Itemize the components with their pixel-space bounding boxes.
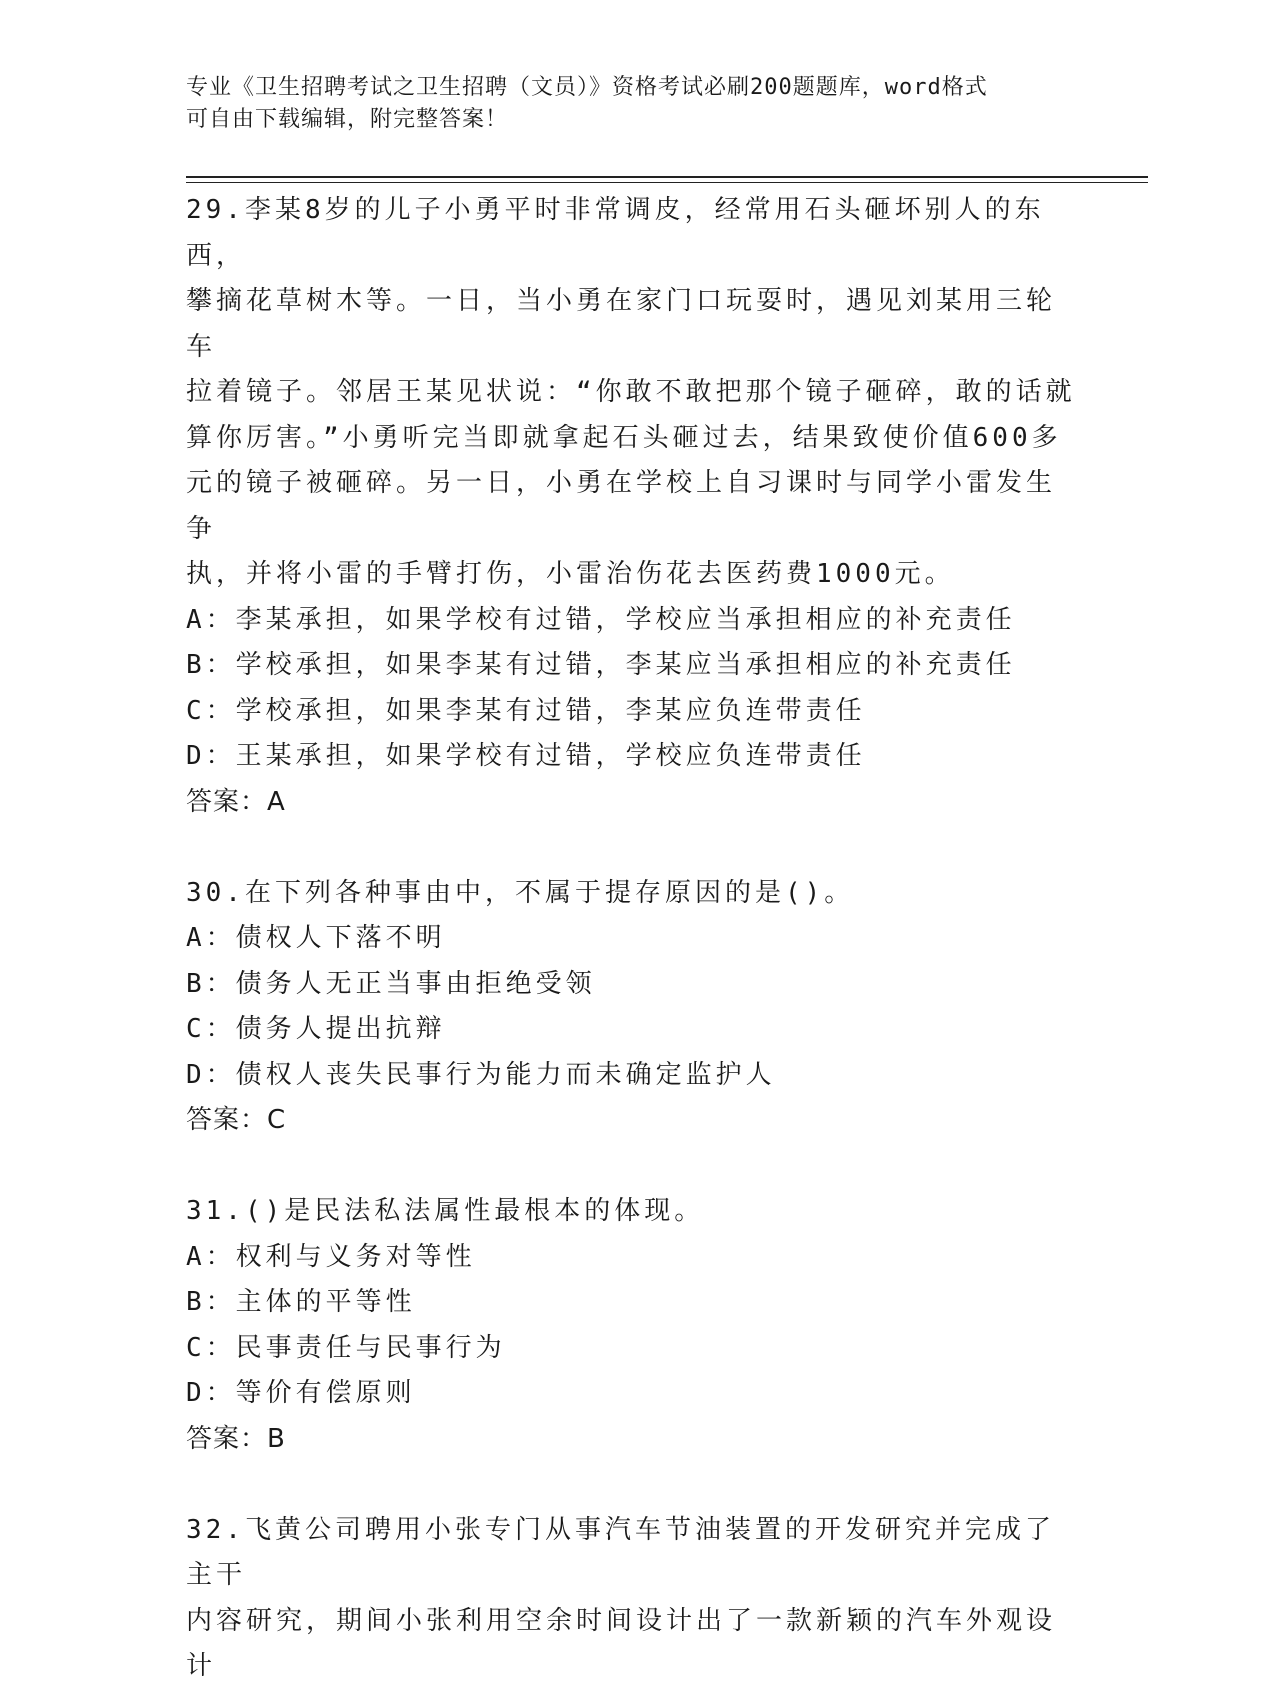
header-line-2: 可自由下载编辑，附完整答案！	[186, 107, 509, 132]
stem-line: 29.李某8岁的儿子小勇平时非常调皮，经常用石头砸坏别人的东西，	[186, 195, 1045, 271]
question-30	[186, 871, 1076, 1144]
answer-line: 答案：B	[186, 1423, 286, 1454]
stem-line: 内容研究，期间小张利用空余时间设计出了一款新颖的汽车外观设计	[186, 1605, 1057, 1681]
question-list	[186, 188, 1076, 1690]
option-a: A：债权人下落不明	[186, 923, 446, 953]
stem-line: 30.在下列各种事由中，不属于提存原因的是()。	[186, 877, 855, 908]
header-divider-thick	[186, 176, 1148, 178]
stem-line: 拉着镜子。邻居王某见状说：“你敢不敢把那个镜子砸碎，敢的话就	[186, 377, 1076, 407]
question-stem	[186, 871, 1076, 917]
question-spacer	[186, 1144, 1076, 1190]
question-29	[186, 188, 1076, 825]
stem-line: 32.飞黄公司聘用小张专门从事汽车节油装置的开发研究并完成了主干	[186, 1514, 1055, 1590]
question-spacer	[186, 825, 1076, 871]
option-b: B：主体的平等性	[186, 1287, 416, 1317]
option-c: C：债务人提出抗辩	[186, 1014, 446, 1044]
question-stem	[186, 1508, 1076, 1690]
option-d: D：王某承担，如果学校有过错，学校应负连带责任	[186, 741, 866, 771]
header-line-1: 专业《卫生招聘考试之卫生招聘（文员）》资格考试必刷200题题库，word格式	[186, 75, 988, 100]
option-d: D：债权人丧失民事行为能力而未确定监护人	[186, 1059, 776, 1090]
stem-line: 攀摘花草树木等。一日，当小勇在家门口玩耍时，遇见刘某用三轮车	[186, 286, 1057, 362]
stem-line: 执，并将小雷的手臂打伤，小雷治伤花去医药费1000元。	[186, 559, 955, 589]
option-a: A：权利与义务对等性	[186, 1241, 476, 1272]
header-divider-thin	[186, 182, 1148, 183]
answer-line: 答案：C	[186, 1105, 287, 1135]
question-32	[186, 1508, 1076, 1690]
answer-line: 答案：A	[186, 786, 286, 817]
option-c: C：民事责任与民事行为	[186, 1332, 506, 1363]
option-b: B：学校承担，如果李某有过错，李某应当承担相应的补充责任	[186, 650, 1016, 680]
stem-line: 算你厉害。”小勇听完当即就拿起石头砸过去，结果致使价值600多	[186, 422, 1062, 453]
option-a: A：李某承担，如果学校有过错，学校应当承担相应的补充责任	[186, 604, 1016, 635]
question-spacer	[186, 1462, 1076, 1508]
stem-line: 元的镜子被砸碎。另一日，小勇在学校上自习课时与同学小雷发生争	[186, 468, 1057, 544]
option-d: D：等价有偿原则	[186, 1378, 416, 1408]
option-c: C：学校承担，如果李某有过错，李某应负连带责任	[186, 695, 866, 726]
question-stem	[186, 1189, 1076, 1235]
question-stem	[186, 188, 1076, 598]
option-b: B：债务人无正当事由拒绝受领	[186, 968, 596, 999]
document-header	[186, 72, 1086, 136]
stem-line: 31.()是民法私法属性最根本的体现。	[186, 1196, 705, 1226]
question-31	[186, 1189, 1076, 1462]
